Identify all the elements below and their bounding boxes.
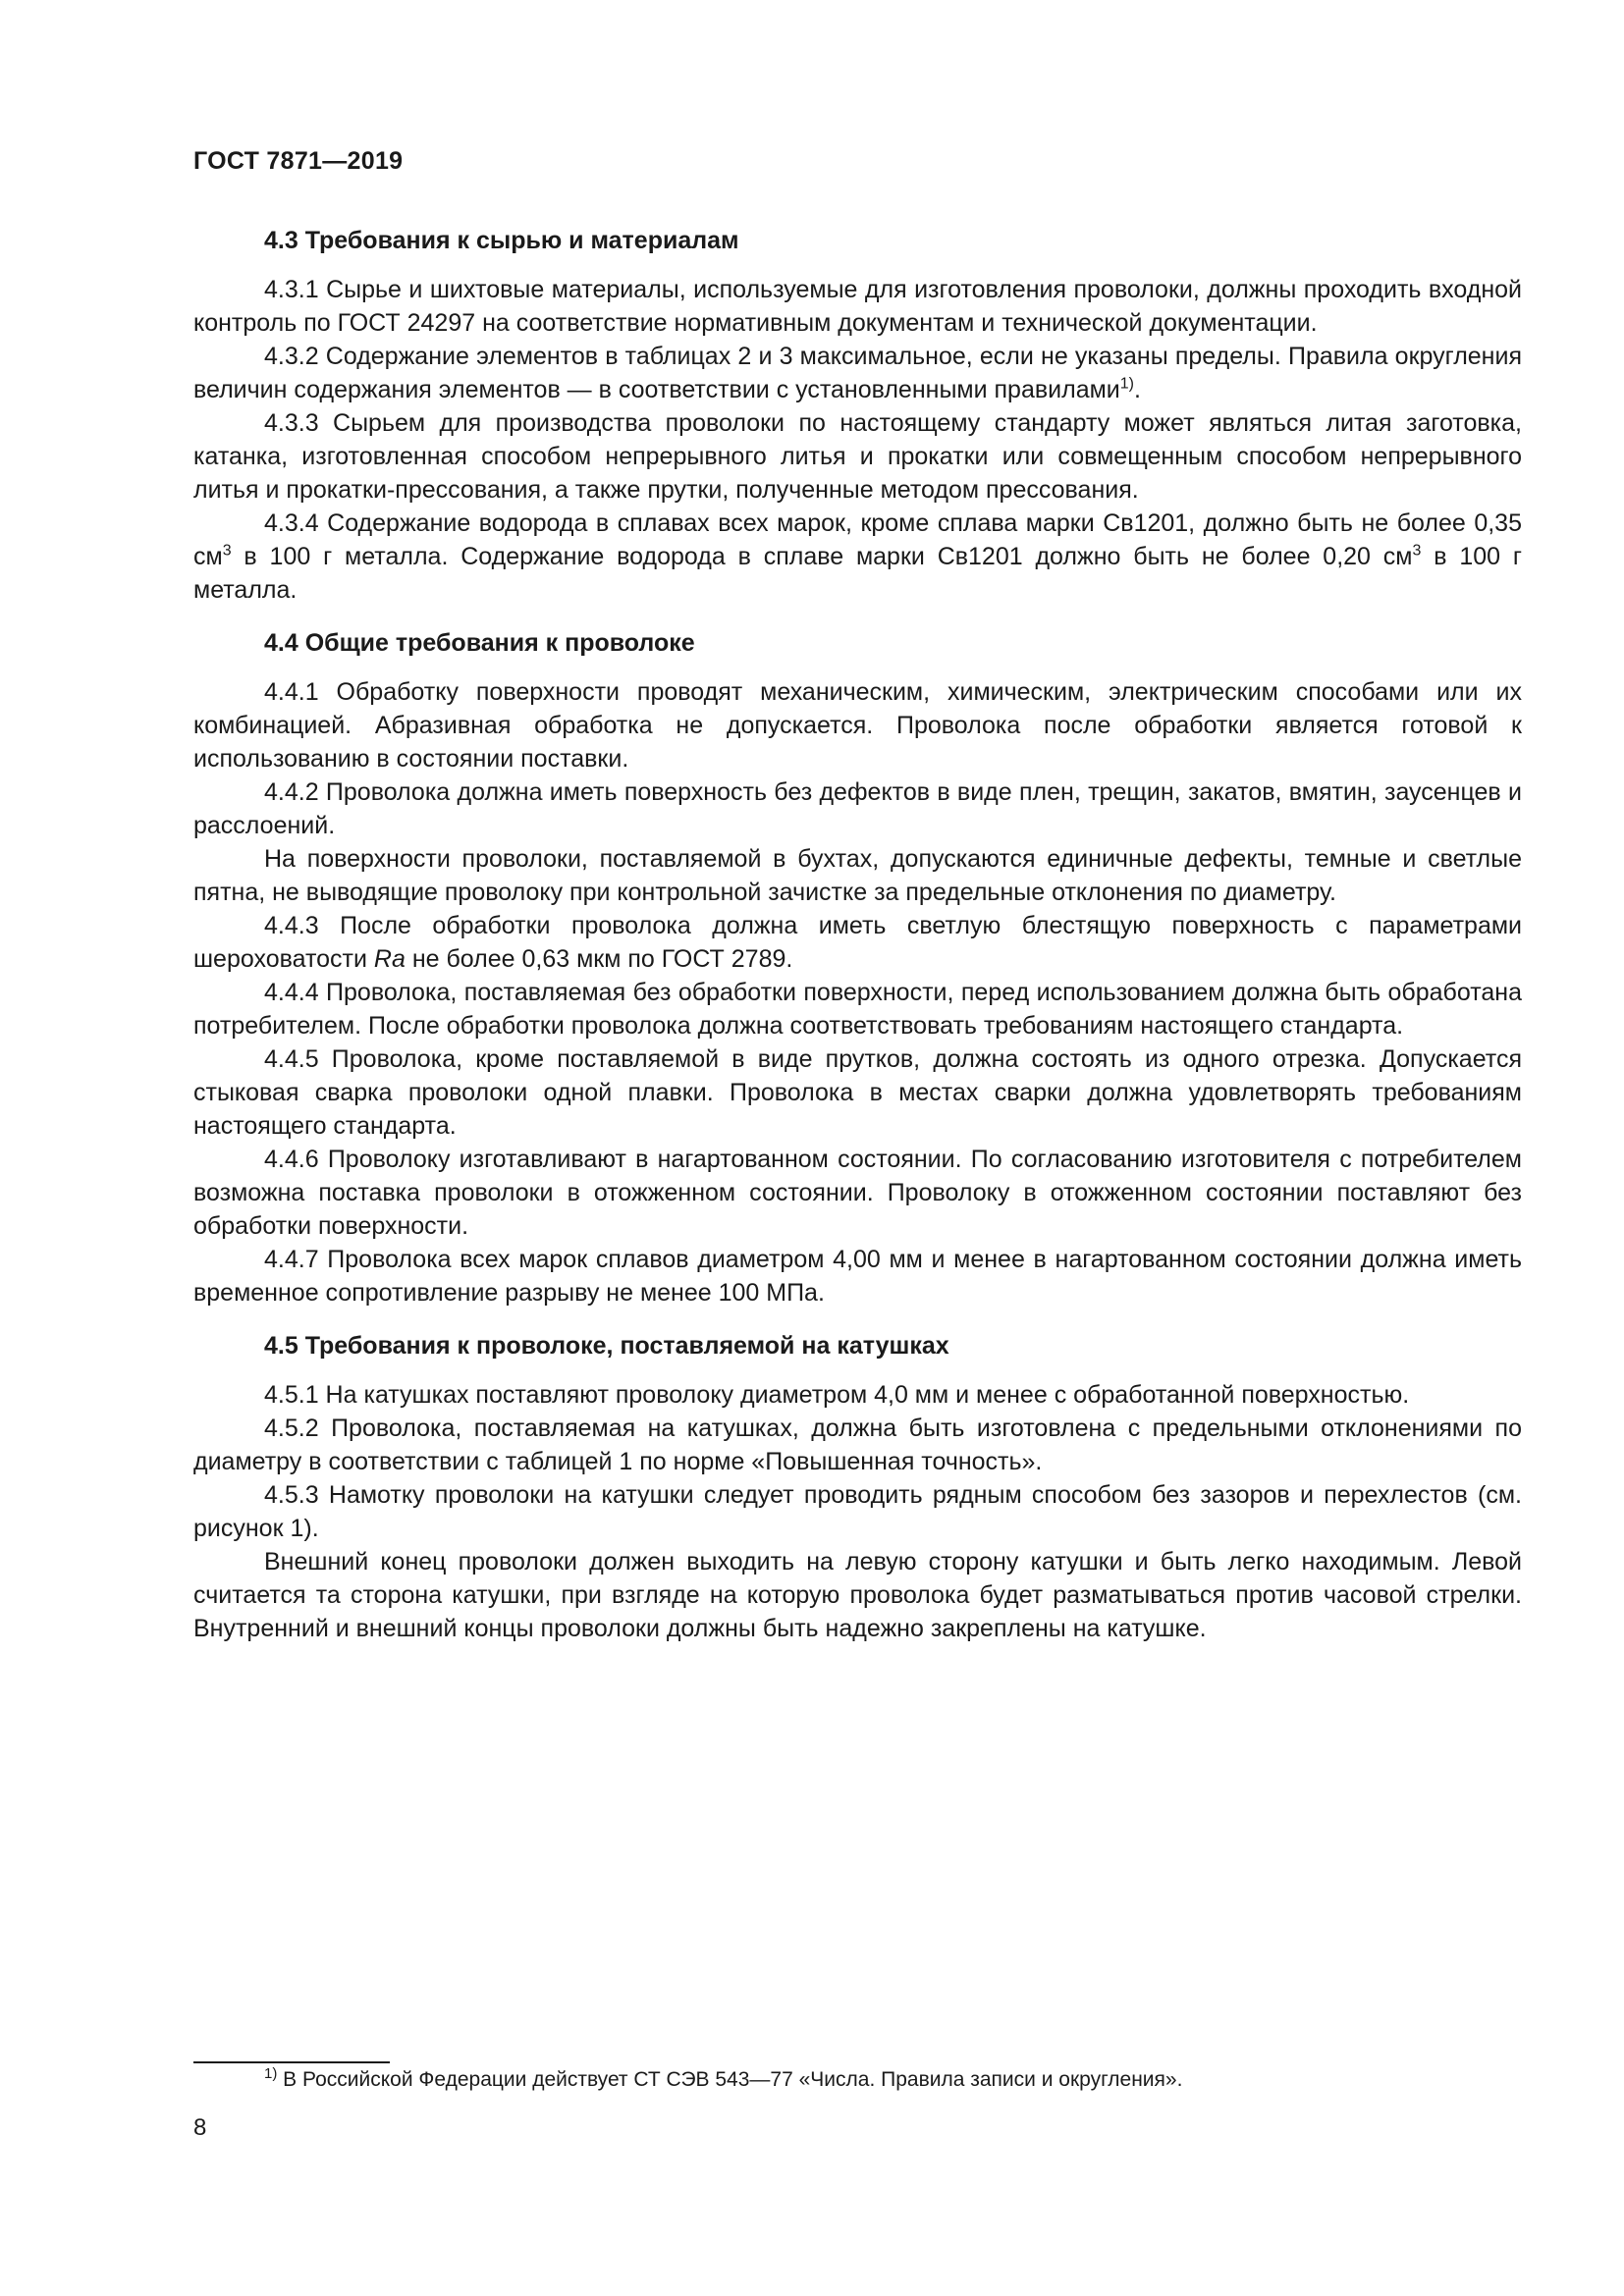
paragraph-text: 4.4.3 После обработки проволока должна иметь светлую блестящую поверхность с параметрами шероховатости xyxy=(193,912,1522,973)
document-header: ГОСТ 7871—2019 xyxy=(193,147,404,175)
paragraph-4-3-1: 4.3.1 Сырье и шихтовые материалы, используемые для изготовления проволоки, должны проходить входной контроль по ГОСТ 24297 на соответствие нормативным документам и технической документации. xyxy=(193,276,1522,337)
paragraph-text: 4.3.2 Содержание элементов в таблицах 2 и 3 максимальное, если не указаны пределы. Правила округления величин содержания элементов — в соответствии с установленными правилами xyxy=(193,343,1522,403)
paragraph-text: . xyxy=(1133,376,1141,403)
paragraph-4-4-5: 4.4.5 Проволока, кроме поставляемой в виде прутков, должна состоять из одного отрезка. Допускается стыковая сварка проволоки одной плавки. Проволока в местах сварки должна удовлетворять требованиям настоящего стандарта. xyxy=(193,1045,1522,1140)
paragraph-text: не более 0,63 мкм по ГОСТ 2789. xyxy=(405,945,793,973)
section-title-4-3: 4.3 Требования к сырью и материалам xyxy=(264,227,739,254)
section-title-4-4: 4.4 Общие требования к проволоке xyxy=(264,629,695,657)
footnote xyxy=(264,2065,1182,2095)
paragraph-4-4-1: 4.4.1 Обработку поверхности проводят механическим, химическим, электрическим способами или их комбинацией. Абразивная обработка не допускается. Проволока после обработки является готовой к использованию в состоянии поставки. xyxy=(193,678,1522,773)
paragraph-4-5-1: 4.5.1 На катушках поставляют проволоку диаметром 4,0 мм и менее с обработанной поверхностью. xyxy=(264,1381,1410,1409)
paragraph-4-3-3: 4.3.3 Сырьем для производства проволоки по настоящему стандарту может являться литая заготовка, катанка, изготовленная способом непрерывного литья и прокатки или совмещенным способом непрерывного литья и прокатки-прессования, а также прутки, полученные методом прессования. xyxy=(193,409,1522,504)
paragraph-text: в 100 г металла. xyxy=(193,543,1522,604)
paragraph-4-5-3: 4.5.3 Намотку проволоки на катушки следует проводить рядным способом без зазоров и перехлестов (см. рисунок 1). xyxy=(193,1481,1522,1542)
roughness-symbol: Ra xyxy=(373,945,406,973)
footnote-text: В Российской Федерации действует СТ СЭВ 543—77 «Числа. Правила записи и округления». xyxy=(277,2068,1183,2091)
footnote-reference: 1) xyxy=(1119,375,1134,393)
page-number: 8 xyxy=(193,2114,207,2141)
paragraph-4-4-6: 4.4.6 Проволоку изготавливают в нагартованном состоянии. По согласованию изготовителя с потребителем возможна поставка проволоки в отожженном состоянии. Проволоку в отожженном состоянии поставляют без обработки поверхности. xyxy=(193,1146,1522,1240)
paragraph-text: 4.3.4 Содержание водорода в сплавах всех марок, кроме сплава марки Св1201, должно быть не более 0,35 см xyxy=(193,509,1522,570)
superscript: 3 xyxy=(1412,542,1422,560)
paragraph-text: в 100 г металла. Содержание водорода в сплаве марки Св1201 должно быть не более 0,20 см xyxy=(231,543,1413,570)
paragraph-4-4-4: 4.4.4 Проволока, поставляемая без обработки поверхности, перед использованием должна быть обработана потребителем. После обработки проволока должна соответствовать требованиям настоящего стандарта. xyxy=(193,979,1522,1040)
footnote-marker: 1) xyxy=(264,2065,278,2082)
paragraph-4-4-3 xyxy=(193,909,1522,976)
document-body xyxy=(193,224,1522,1645)
paragraph-4-4-2-cont: На поверхности проволоки, поставляемой в бухтах, допускаются единичные дефекты, темные и светлые пятна, не выводящие проволоку при контрольной зачистке за предельные отклонения по диаметру. xyxy=(193,845,1522,906)
paragraph-4-5-3-cont: Внешний конец проволоки должен выходить на левую сторону катушки и быть легко находимым. Левой считается та сторона катушки, при взгляде на которую проволока будет разматываться против часовой стрелки. Внутренний и внешний концы проволоки должны быть надежно закреплены на катушке. xyxy=(193,1548,1522,1642)
paragraph-4-5-2: 4.5.2 Проволока, поставляемая на катушках, должна быть изготовлена с предельными отклонениями по диаметру в соответствии с таблицей 1 по норме «Повышенная точность». xyxy=(193,1415,1522,1475)
footnote-divider xyxy=(193,2061,390,2063)
paragraph-4-4-7: 4.4.7 Проволока всех марок сплавов диаметром 4,00 мм и менее в нагартованном состоянии должна иметь временное сопротивление разрыву не менее 100 МПа. xyxy=(193,1246,1522,1307)
paragraph-4-3-2 xyxy=(193,340,1522,406)
paragraph-4-3-4 xyxy=(193,507,1522,607)
superscript: 3 xyxy=(222,542,232,560)
paragraph-4-4-2: 4.4.2 Проволока должна иметь поверхность без дефектов в виде плен, трещин, закатов, вмятин, заусенцев и расслоений. xyxy=(193,778,1522,839)
section-title-4-5: 4.5 Требования к проволоке, поставляемой на катушках xyxy=(264,1332,949,1360)
